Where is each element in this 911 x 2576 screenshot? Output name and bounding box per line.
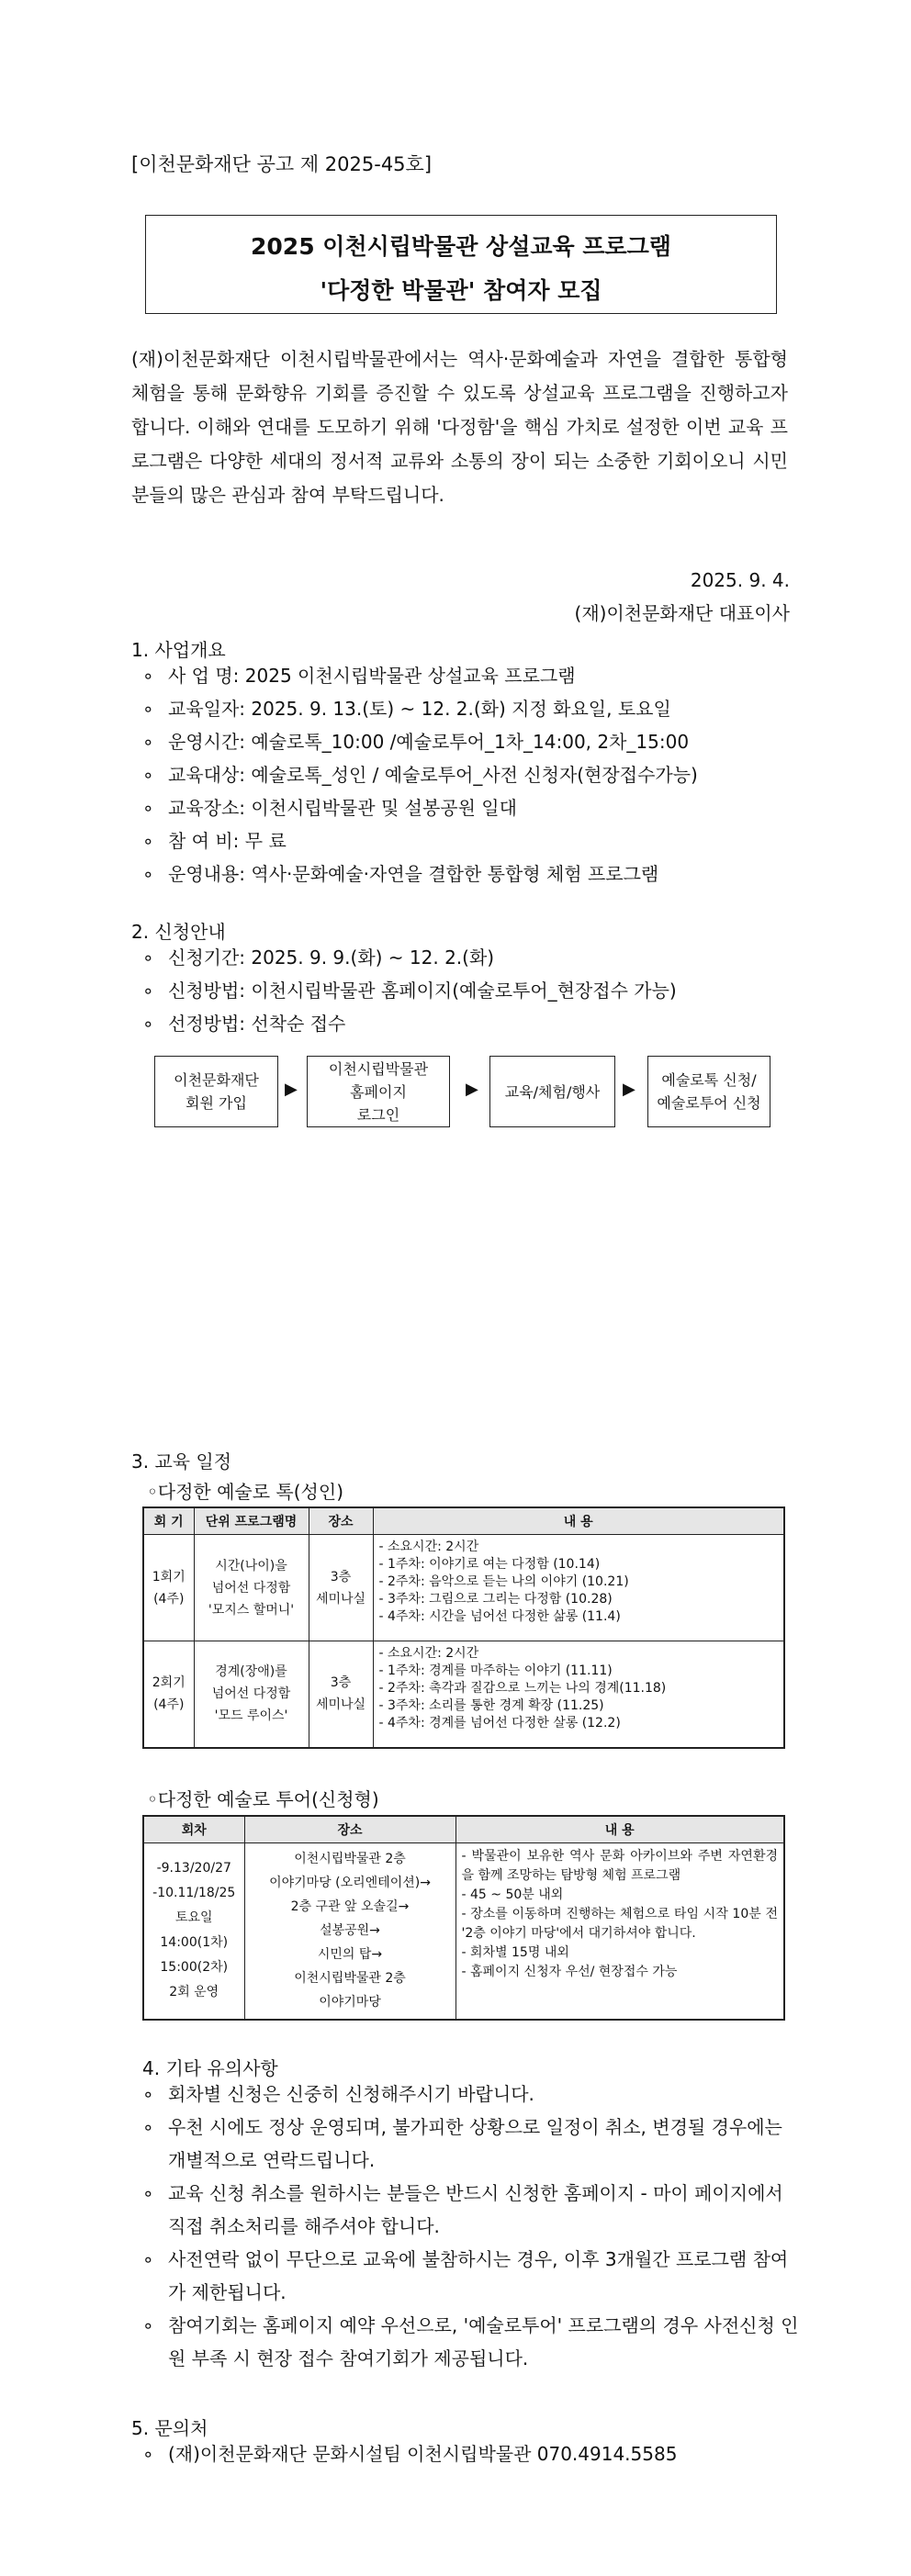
- bullet-icon: ∘: [142, 797, 154, 819]
- title-line-2: '다정한 박물관' 참여자 모집: [320, 277, 602, 304]
- title-box: [145, 215, 777, 314]
- arrow-right-icon: ▶: [285, 1080, 298, 1099]
- bullet-icon: ∘: [142, 698, 154, 720]
- bullet-icon: ∘: [142, 1013, 154, 1035]
- list-item: ∘ 신청방법: 이천시립박물관 홈페이지(예술로투어_현장접수 가능): [142, 974, 785, 1007]
- list-item: ∘ 회차별 신청은 신중히 신청해주시기 바랍니다.: [142, 2078, 799, 2111]
- issuer: (재)이천문화재단 대표이사: [574, 602, 790, 624]
- bullet-icon: ∘: [142, 731, 154, 753]
- flow-step-program: 교육/체험/행사: [489, 1056, 615, 1127]
- section-3-heading: 3. 교육 일정: [131, 1450, 232, 1473]
- contact-info: ∘ (재)이천문화재단 문화시설팀 이천시립박물관 070.4914.5585: [142, 2437, 785, 2470]
- flow-step-login: 이천시립박물관 홈페이지 로그인: [307, 1056, 450, 1127]
- table-1-title: ◦다정한 예술로 톡(성인): [147, 1481, 343, 1503]
- list-item: ∘ 참 여 비: 무 료: [142, 824, 785, 857]
- schedule-table-tour: [142, 1815, 785, 2021]
- bullet-icon: ∘: [142, 830, 154, 852]
- list-item: ∘ 우천 시에도 정상 운영되며, 불가피한 상황으로 일정이 취소, 변경될 경우에는 개별적으로 연락드립니다.: [142, 2111, 799, 2177]
- bullet-icon: ∘: [142, 2443, 154, 2465]
- arrow-right-icon: ▶: [466, 1080, 478, 1099]
- bullet-icon: ∘: [142, 2182, 154, 2204]
- list-item: ∘ 사전연락 없이 무단으로 교육에 불참하시는 경우, 이후 3개월간 프로그램 참여가 제한됩니다.: [142, 2243, 799, 2309]
- section-5-list: [142, 2437, 785, 2470]
- table-row: 2회기 (4주) 경계(장애)를 넘어선 다정함 '모드 루이스' 3층 세미나실 - 소요시간: 2시간 - 1주차: 경계를 마주하는 이야기 (11.11) - 2주차: 촉각과 질감으로 느끼는 나의 경계(11.18) - 3주차: 소리를 통한 경계 확장 (11.25) - 4주차: 경계를 넘어선 다정한 살롱 (12.2): [143, 1641, 784, 1748]
- list-item: ∘ 운영시간: 예술로톡_10:00 /예술로투어_1차_14:00, 2차_15:00: [142, 725, 785, 758]
- bullet-icon: ∘: [142, 946, 154, 969]
- title-line-1: 2025 이천시립박물관 상설교육 프로그램: [251, 233, 671, 260]
- list-item: ∘ 선정방법: 선착순 접수: [142, 1007, 785, 1040]
- flow-step-apply: 예술로톡 신청/ 예술로투어 신청: [647, 1056, 770, 1127]
- section-5-heading: 5. 문의처: [131, 2417, 208, 2439]
- table-header-row: 회차 장소 내 용: [143, 1816, 784, 1843]
- notice-date: 2025. 9. 4.: [690, 569, 790, 591]
- list-item: ∘ 교육장소: 이천시립박물관 및 설봉공원 일대: [142, 791, 785, 824]
- list-item: ∘ 사 업 명: 2025 이천시립박물관 상설교육 프로그램: [142, 659, 785, 692]
- list-item: ∘ 교육대상: 예술로톡_성인 / 예술로투어_사전 신청자(현장접수가능): [142, 758, 785, 791]
- table-row: -9.13/20/27 -10.11/18/25 토요일 14:00(1차) 15:00(2차) 2회 운영 이천시립박물관 2층 이야기마당 (오리엔테이션)→ 2층 구관 앞 오솔길→ 설봉공원→ 시민의 탑→ 이천시립박물관 2층 이야기마당 - 박물관이 보유한 역사 문화 아카이브와 주변 자연환경을 함께 조망하는 탐방형 체험 프로그램 - 45 ~ 50분 내외 - 장소를 이동하며 진행하는 체험으로 타임 시작 10분 전 '2층 이야기 마당'에서 대기하셔야 합니다. - 회차별 15명 내외 - 홈페이지 신청자 우선/ 현장접수 가능: [143, 1843, 784, 2020]
- list-item: ∘ 신청기간: 2025. 9. 9.(화) ~ 12. 2.(화): [142, 941, 785, 974]
- bullet-icon: ∘: [142, 863, 154, 885]
- section-4-list: [142, 2078, 799, 2375]
- bullet-icon: ∘: [142, 2248, 154, 2270]
- section-2-list: [142, 941, 785, 1040]
- bullet-icon: ∘: [142, 980, 154, 1002]
- section-1-list: [142, 659, 785, 890]
- schedule-table-talk: [142, 1506, 785, 1749]
- bullet-icon: ∘: [142, 665, 154, 687]
- notice-number: [이천문화재단 공고 제 2025-45호]: [131, 153, 433, 175]
- table-header-row: 회 기 단위 프로그램명 장소 내 용: [143, 1507, 784, 1535]
- intro-paragraph: (재)이천문화재단 이천시립박물관에서는 역사·문화예술과 자연을 결합한 통합형 체험을 통해 문화향유 기회를 증진할 수 있도록 상설교육 프로그램을 진행하고자 합니다. 이해와 연대를 도모하기 위해 '다정함'을 핵심 가치로 설정한 이번 교육 프로그램은 다양한 세대의 정서적 교류와 소통의 장이 되는 소중한 기회이오니 시민분들의 많은 관심과 참여 부탁드립니다.: [131, 348, 788, 506]
- bullet-icon: ∘: [142, 2083, 154, 2105]
- list-item: ∘ 참여기회는 홈페이지 예약 우선으로, '예술로투어' 프로그램의 경우 사전신청 인원 부족 시 현장 접수 참여기회가 제공됩니다.: [142, 2309, 799, 2375]
- list-item: ∘ 교육일자: 2025. 9. 13.(토) ~ 12. 2.(화) 지정 화요일, 토요일: [142, 692, 785, 725]
- table-row: 1회기 (4주) 시간(나이)을 넘어선 다정함 '모지스 할머니' 3층 세미나실 - 소요시간: 2시간 - 1주차: 이야기로 여는 다정함 (10.14) - 2주차: 음악으로 듣는 나의 이야기 (10.21) - 3주차: 그림으로 그리는 다정함 (10.28) - 4주차: 시간을 넘어선 다정한 삶롱 (11.4): [143, 1535, 784, 1641]
- table-2-title: ◦다정한 예술로 투어(신청형): [147, 1788, 379, 1810]
- list-item: ∘ 운영내용: 역사·문화예술·자연을 결합한 통합형 체험 프로그램: [142, 857, 785, 890]
- section-2-heading: 2. 신청안내: [131, 921, 226, 943]
- arrow-right-icon: ▶: [623, 1080, 635, 1099]
- flow-step-signup: 이천문화재단 회원 가입: [154, 1056, 278, 1127]
- bullet-icon: ∘: [142, 764, 154, 786]
- bullet-icon: ∘: [142, 2116, 154, 2138]
- section-1-heading: 1. 사업개요: [131, 639, 226, 661]
- section-4-heading: 4. 기타 유의사항: [142, 2057, 278, 2079]
- list-item: ∘ 교육 신청 취소를 원하시는 분들은 반드시 신청한 홈페이지 - 마이 페이지에서 직접 취소처리를 해주셔야 합니다.: [142, 2177, 799, 2243]
- bullet-icon: ∘: [142, 2314, 154, 2336]
